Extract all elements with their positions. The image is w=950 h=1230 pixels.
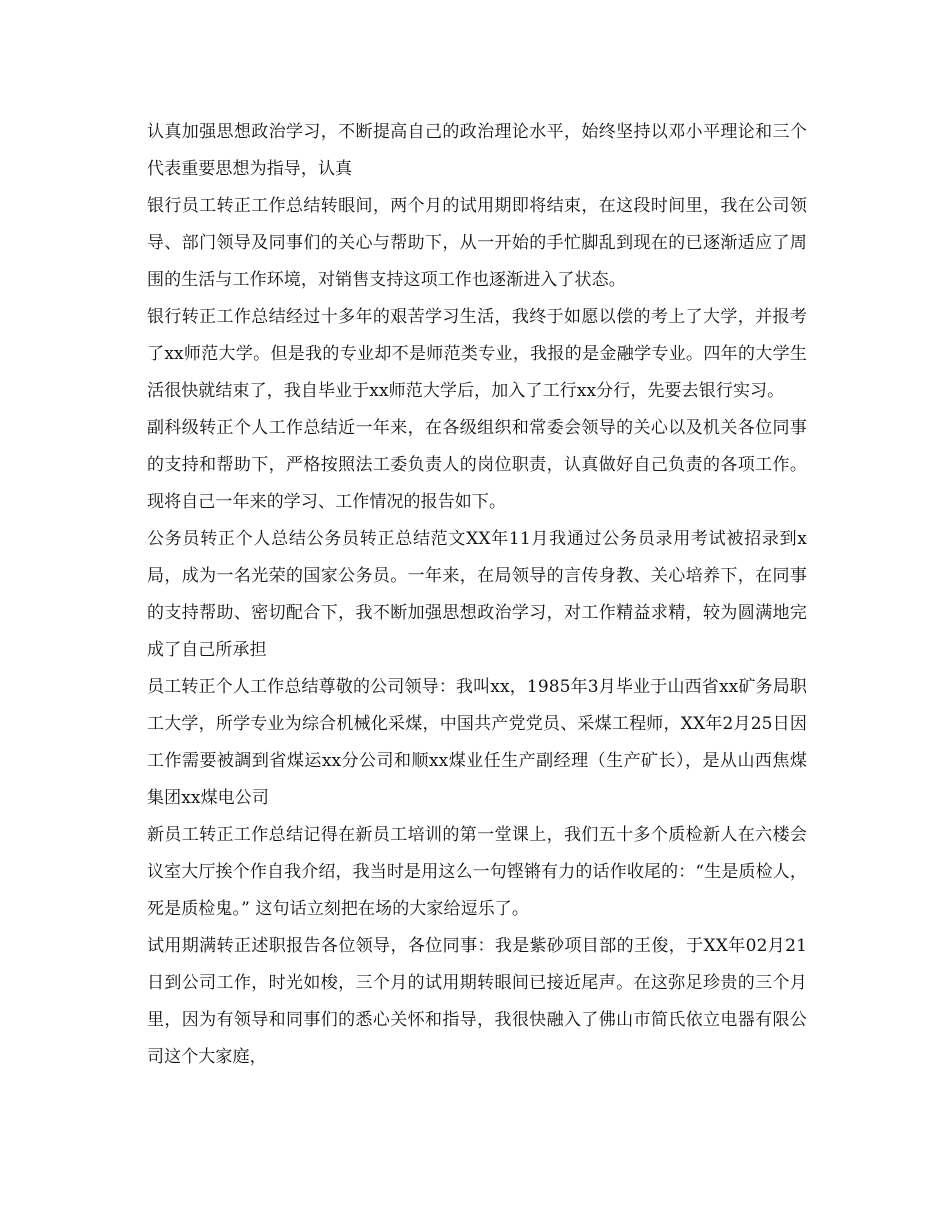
paragraph-3: 银行转正工作总结经过十多年的艰苦学习生活，我终于如愿以偿的考上了大学，并报考了xx师范大学。但是我的专业却不是师范类专业，我报的是金融学专业。四年的大学生活很快就结束了，我自毕业于xx师范大学后，加入了工行xx分行，先要去银行实习。 [147,307,807,401]
document-body [147,114,807,1076]
paragraph-2: 银行员工转正工作总结转眼间，两个月的试用期即将结束，在这段时间里，我在公司领导、部门领导及同事们的关心与帮助下，从一开始的手忙脚乱到现在的已逐渐适应了周围的生活与工作环境，对销售支持这项工作也逐渐进入了状态。 [147,196,807,290]
paragraph-6: 员工转正个人工作总结尊敬的公司领导：我叫xx，1985年3月毕业于山西省xx矿务局职工大学，所学专业为综合机械化采煤，中国共产党党员、采煤工程师，XX年2月25日因工作需要被調到省煤运xx分公司和顺xx煤业任生产副经理（生产矿长），是从山西焦煤集团xx煤电公司 [147,677,807,808]
paragraph-4: 副科级转正个人工作总结近一年来，在各级组织和常委会领导的关心以及机关各位同事的支持和帮助下，严格按照法工委负责人的岗位职责，认真做好自己负责的各项工作。现将自己一年来的学习、工作情况的报告如下。 [147,418,807,512]
paragraph-8: 试用期满转正述职报告各位领导，各位同事：我是紫砂项目部的王俊，于XX年02月21日到公司工作，时光如梭，三个月的试用期转眼间已接近尾声。在这弥足珍贵的三个月里，因为有领导和同事们的悉心关怀和指导，我很快融入了佛山市简氏依立电器有限公司这个大家庭， [147,936,807,1067]
paragraph-1: 认真加强思想政治学习，不断提高自己的政治理论水平，始终坚持以邓小平理论和三个代表重要思想为指导，认真 [147,122,807,179]
paragraph-5: 公务员转正个人总结公务员转正总结范文XX年11月我通过公务员录用考试被招录到x局，成为一名光荣的国家公务员。一年来，在局领导的言传身教、关心培养下，在同事的支持帮助、密切配合下，我不断加强思想政治学习，对工作精益求精，较为圆满地完成了自己所承担 [147,529,807,660]
paragraph-7: 新员工转正工作总结记得在新员工培训的第一堂课上，我们五十多个质检新人在六楼会议室大厅挨个作自我介绍，我当时是用这么一句铿锵有力的话作收尾的：“生是质检人，死是质检鬼。” 这句话立刻把在场的大家给逗乐了。 [147,825,807,919]
